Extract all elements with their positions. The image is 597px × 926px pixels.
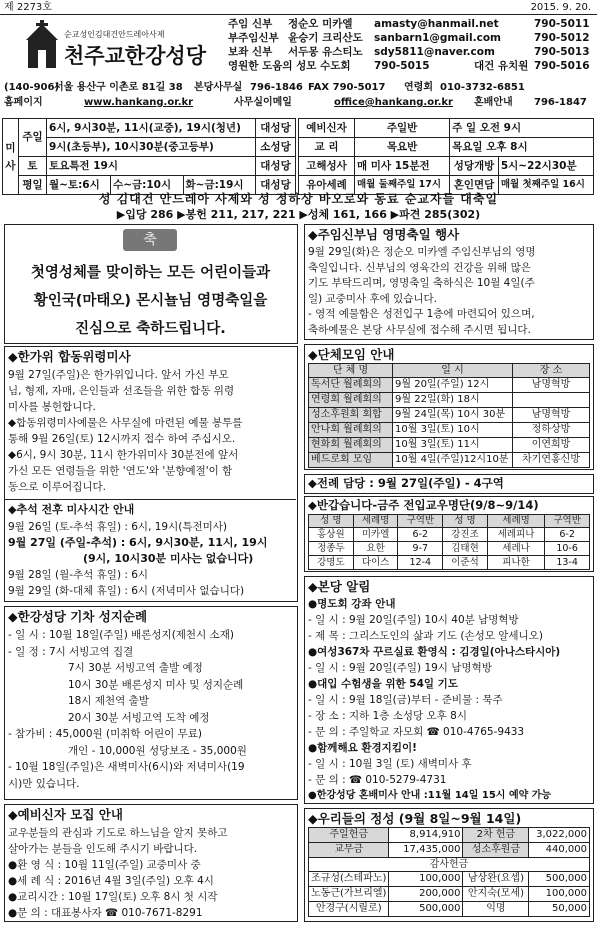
mass-place: 대성당 (256, 176, 296, 195)
body-line: 개인 - 10,000원 성당보조 - 35,000원 (68, 744, 247, 757)
homepage-label: 홈페이지 (4, 97, 43, 108)
donor-amount: 500,000 (389, 902, 463, 917)
cell: 이준석 (443, 556, 488, 570)
cell: 10-6 (545, 542, 590, 556)
group-name: 성소후원회 회합 (309, 408, 393, 423)
offering-label: 주일헌금 (309, 828, 389, 843)
body-line: 9월 27일(주일)은 한가위입니다. 앞서 가신 부모 (8, 369, 229, 381)
table-header: 성 명 (443, 515, 488, 528)
offering-label: 2차 헌금 (463, 828, 529, 843)
sacrament-class: 목요반 (355, 138, 450, 157)
section-title: ◆한가위 합동위령미사 (8, 349, 131, 364)
section-title: ◆주임신부님 영명축일 행사 (308, 227, 460, 242)
mass-side-label (3, 119, 19, 195)
yeonhap-label: 연령회 (404, 82, 433, 93)
section-title: ◆단체모임 안내 (308, 347, 395, 362)
body-line: 기도 부탁드리며, 영명축일 축하식은 10월 4일(주 (308, 277, 535, 289)
contact-name: 서두몽 유스티노 (288, 46, 363, 58)
liturgy-box (304, 474, 594, 494)
table-row (309, 378, 590, 393)
group-place: 남명혁방 (513, 408, 590, 423)
group-place: 이연희방 (513, 438, 590, 453)
mass-time: 화~금:19시 (183, 176, 256, 195)
sacrament-label: 고해성사 (299, 157, 355, 176)
table-header: 단 체 명 (309, 364, 393, 378)
contact-row (228, 32, 593, 46)
congrats-line: 첫영성체를 맞이하는 모든 어린이들과 (30, 265, 271, 281)
offering-amount: 8,914,910 (389, 828, 463, 843)
table-row (309, 528, 590, 542)
body-line: - 문 의 : ☎ 010-5279-4731 (308, 774, 447, 786)
donor-amount: 100,000 (389, 872, 463, 887)
table-row (309, 887, 590, 902)
contact-email[interactable]: sanbarn1@gmail.com (374, 32, 501, 44)
contact-email[interactable]: amasty@hanmail.net (374, 18, 499, 30)
contact-row (228, 46, 593, 60)
notice-heading: ●대입 수험생을 위한 54일 기도 (308, 678, 458, 690)
office-email-link[interactable]: office@hankang.or.kr (334, 97, 453, 108)
homepage-link[interactable]: www.hankang.or.kr (84, 97, 194, 108)
section-title: ◆반갑습니다-금주 전입교우명단(9/8~9/14) (308, 498, 539, 512)
body-line: - 참가비 : 45,000원 (미취학 어린이 무료) (8, 728, 203, 740)
sacrament-time: 주 일 오전 9시 (450, 119, 594, 138)
body-line: - 일 시 : 9월 20일(주일) 10시 40분 남명혁방 (308, 614, 519, 626)
mass-place: 대성당 (256, 157, 296, 176)
group-time: 10월 4일(주일)12시10분 (393, 453, 513, 468)
body-line: 통해 9월 26일(토) 12시까지 접수 하여 주십시오. (8, 433, 236, 445)
table-header: 장 소 (513, 364, 590, 378)
feast-banner-title: 성 김대건 안드레아 사제와 성 정하상 바오로와 동료 순교자들 대축일 (98, 192, 499, 206)
table-header: 일 시 (393, 364, 513, 378)
hymn-numbers: ▶입당 286 ▶봉헌 211, 217, 221 ▶성체 161, 166 ▶파견 285(302) (116, 208, 481, 221)
body-line: 9월 28일 (월-추석 휴일) : 6시 (8, 569, 149, 581)
offering-amount: 440,000 (529, 843, 590, 858)
notice-box (304, 576, 594, 804)
body-line: - 문 의 : 주일학교 자모회 ☎ 010-4765-9433 (308, 726, 525, 738)
kindergarten-label: 대건 유치원 (474, 60, 529, 72)
issue-date: 2015. 9. 20. (530, 2, 591, 13)
feast-body (308, 245, 536, 338)
body-line: 7시 30분 서빙고역 출발 예정 (68, 662, 203, 674)
logo-subtitle: 순교성인김대건안드레아사제 (64, 30, 165, 39)
donor-amount: 50,000 (529, 902, 590, 917)
table-header: 구역반 (398, 515, 443, 528)
body-line: 10시 30분 배론성지 미사 및 성지순례 (68, 678, 244, 691)
street-address: 서울 용산구 이촌로 81길 38 (54, 82, 183, 93)
contact-name: 윤승기 크리산도 (288, 32, 363, 44)
donor-name: 노동근(가브리엘) (309, 887, 389, 902)
mass-place: 대성당 (256, 119, 296, 138)
thanks-offering-header: 감사헌금 (309, 858, 590, 872)
contact-email[interactable]: sdy5811@naver.com (374, 46, 495, 58)
body-line: ◆합동위령미사예물은 사무실에 마련된 예물 봉투를 (8, 417, 243, 429)
side-char: 미 (5, 141, 16, 154)
hangawi-body (8, 367, 242, 495)
catechumen-body (8, 825, 228, 921)
sacrament-time: 목요일 오후 8시 (450, 138, 594, 157)
sacrament-table (298, 118, 594, 195)
mass-time: 토요특전 19시 (47, 157, 256, 176)
body-line: 미사를 봉헌합니다. (8, 401, 96, 413)
body-line: - 장 소 : 지하 1층 소성당 오후 8시 (308, 710, 467, 722)
group-place: 남명혁방 (513, 378, 590, 393)
cell: 12-4 (398, 556, 443, 570)
table-row (309, 556, 590, 570)
section-subtitle: ◆추석 전후 미사시간 안내 (8, 503, 135, 516)
liturgy-duty: ◆전례 담당 : 9월 27일(주일) - 4구역 (308, 476, 504, 490)
donor-amount: 500,000 (529, 872, 590, 887)
wedding-label: 혼배안내 (474, 97, 513, 108)
body-line: - 영적 예물함은 성전입구 1층에 마련되어 있으며, (308, 308, 535, 320)
body-line: 20시 30분 서빙고역 도착 예정 (68, 711, 210, 724)
catechumen-box (4, 804, 298, 922)
notice-heading: ●명도회 강좌 안내 (308, 598, 396, 610)
donor-name: 남상완(요셉) (463, 872, 529, 887)
table-row (309, 902, 590, 917)
contact-role: 주임 신부 (228, 18, 273, 30)
clergy-contacts (228, 18, 593, 74)
body-line: 축하예물은 본당 사무실에 접수해 주시면 됩니다. (308, 323, 531, 336)
group-time: 9월 22일(화) 18시 (393, 393, 513, 408)
body-line: ●세 례 식 : 2016년 4월 3일(주일) 오후 4시 (8, 875, 214, 887)
group-name: 현화회 월례회의 (309, 438, 393, 453)
cell: 피나한 (487, 556, 544, 570)
mass-time: 6시, 9시30분, 11시(교중), 19시(청년) (47, 119, 256, 138)
notice-heading: ●여성367차 꾸르실료 환영식 : 김경일(아나스타시아) (308, 646, 561, 658)
body-line: ●교리시간 : 10월 17일(토) 오후 8시 첫 시작 (8, 891, 218, 903)
table-row (309, 542, 590, 556)
mass-day: 토 (19, 157, 47, 176)
zip-code: (140-906) (4, 82, 60, 93)
body-line: 9월 29일(화)은 정순오 미카엘 주임신부님의 영명 (308, 246, 536, 258)
table-row (309, 453, 590, 468)
contact-row (228, 18, 593, 32)
body-line: 교우분들의 관심과 기도로 하느님을 알지 못하고 (8, 827, 228, 839)
group-name: 독서단 월례회의 (309, 378, 393, 393)
body-line: 가신 모든 연령들을 위한 '연도'와 '분향예절'이 함 (8, 465, 233, 477)
body-line: 9월 26일 (토-추석 휴일) : 6시, 19시(특전미사) (8, 521, 228, 533)
mass-times (8, 519, 267, 599)
cell: 다이스 (353, 556, 398, 570)
section-title: ◆한강성당 기차 성지순례 (8, 609, 148, 624)
feast-day-box (304, 224, 594, 340)
cell: 세레피나 (487, 528, 544, 542)
sacrament-label: 예비신자 (299, 119, 355, 138)
body-line: 님, 형제, 자매, 은인들과 선조들을 위한 합동 위령 (8, 385, 235, 397)
cell: 김태현 (443, 542, 488, 556)
contact-phone: 790-5013 (534, 46, 590, 58)
cell: 13-4 (545, 556, 590, 570)
divider (5, 499, 296, 500)
logo-church-name: 천주교한강성당 (64, 43, 207, 68)
groups-box (304, 344, 594, 470)
table-header: 구역반 (545, 515, 590, 528)
header-divider (0, 14, 597, 15)
offering-label: 교무금 (309, 843, 389, 858)
table-row (309, 872, 590, 887)
cell: 6-2 (398, 528, 443, 542)
group-time: 10월 3일(토) 11시 (393, 438, 513, 453)
group-place: 정하상방 (513, 423, 590, 438)
sacrament-time: 매월 둘째주일 17시 (355, 176, 450, 195)
mass-time: 수~금:10시 (111, 176, 183, 195)
group-time: 10월 3일(토) 10시 (393, 423, 513, 438)
group-time: 9월 24일(목) 10시 30분 (393, 408, 513, 423)
cell: 정종두 (309, 542, 354, 556)
body-line: - 일 시 : 9월 18일(금)부터 - 준비물 : 묵주 (308, 694, 503, 706)
body-line: 축일입니다. 신부님의 영육간의 건강을 위해 많은 (308, 261, 531, 274)
office-email-label: 사무실이메일 (234, 97, 292, 108)
donor-name: 익명 (463, 902, 529, 917)
body-line: - 일 시 : 10월 3일 (토) 새벽미사 후 (308, 758, 472, 770)
body-line: 시)만 있습니다. (8, 777, 80, 790)
yeonhap-phone: 010-3732-6851 (440, 82, 525, 93)
body-line: - 일 시 : 9월 20일(주일) 19시 남명혁방 (308, 662, 492, 674)
mass-day: 주일 (19, 119, 47, 157)
body-line: 일) 교중미사 후에 있습니다. (308, 292, 438, 305)
convent-label: 영원한 도움의 성모 수도회 (228, 60, 351, 72)
offering-label: 성소후원금 (463, 843, 529, 858)
table-row (309, 828, 590, 843)
welcome-table (308, 514, 590, 570)
sacrament-label: 혼인면담 (450, 176, 499, 195)
body-line: - 제 목 : 그리스도인의 삶과 기도 (손성모 알세니오) (308, 630, 543, 642)
offering-table (308, 827, 590, 917)
convent-row (228, 60, 593, 74)
contact-phone: 790-5012 (534, 32, 590, 44)
sacrament-time: 매월 첫째주일 16시 (498, 176, 593, 195)
donor-name: 안지숙(모세) (463, 887, 529, 902)
side-char: 사 (5, 159, 16, 172)
congrats-line: 황인국(마태오) 몬시뇰님 영명축일을 (33, 293, 268, 309)
donor-amount: 100,000 (529, 887, 590, 902)
contact-role: 부주임신부 (228, 32, 279, 44)
sacrament-label: 교 리 (299, 138, 355, 157)
pilgrimage-body (8, 627, 247, 792)
sacrament-time: 5시~22시30분 (498, 157, 593, 176)
mass-schedule-table (2, 118, 296, 195)
body-line: (9시, 10시30분 미사는 없습니다) (83, 552, 254, 565)
body-line: ●환 영 식 : 10월 11일(주일) 교중미사 중 (8, 859, 201, 871)
table-header: 세례명 (353, 515, 398, 528)
congrats-badge: 축 (123, 229, 177, 251)
table-header: 성 명 (309, 515, 354, 528)
sacrament-time: 매 미사 15분전 (355, 157, 450, 176)
address-row (4, 82, 594, 94)
mass-day: 평일 (19, 176, 47, 195)
donor-name: 안경구(시릴로) (309, 902, 389, 917)
wedding-phone: 796-1847 (534, 97, 587, 108)
group-name: 베드로회 모임 (309, 453, 393, 468)
section-title: ◆본당 알림 (308, 579, 371, 594)
table-row (309, 423, 590, 438)
contact-phone: 790-5011 (534, 18, 590, 30)
cell: 강명도 (309, 556, 354, 570)
body-line: - 일 시 : 10월 18일(주일) 배론성지(제천시 소재) (8, 629, 234, 641)
group-name: 안나회 월례회의 (309, 423, 393, 438)
convent-phone: 790-5015 (374, 60, 430, 72)
group-place (513, 393, 590, 408)
table-row (309, 408, 590, 423)
groups-table (308, 363, 590, 468)
mass-time: 9시(초등부), 10시30분(중고등부) (47, 138, 256, 157)
mass-place: 소성당 (256, 138, 296, 157)
pilgrimage-box (4, 606, 298, 800)
hangawi-box (4, 346, 298, 602)
body-line: 동으로 이루어집니다. (8, 481, 106, 493)
offering-box (304, 808, 594, 922)
sacrament-label: 유아세례 (299, 176, 355, 195)
offering-amount: 3,022,000 (529, 828, 590, 843)
body-line: 9월 27일 (주일-추석) : 6시, 9시30분, 11시, 19시 (8, 536, 268, 549)
mass-time: 월~토:6시 (47, 176, 111, 195)
donor-name: 조규성(스테파노) (309, 872, 389, 887)
cell: 6-2 (545, 528, 590, 542)
fax-number: FAX 790-5017 (308, 82, 386, 93)
body-line: 9월 29일 (화-대체 휴일) : 6시 (저녁미사 없습니다) (8, 585, 245, 597)
cell: 요한 (353, 542, 398, 556)
offering-amount: 17,435,000 (389, 843, 463, 858)
body-line: ◆6시, 9시 30분, 11시 한가위미사 30분전에 앞서 (8, 449, 239, 461)
contact-name: 정순오 미카엘 (288, 18, 353, 30)
body-line: 살아가는 분들을 인도해 주시기 바랍니다. (8, 843, 198, 855)
section-title: ◆예비신자 모집 안내 (8, 807, 123, 822)
body-line: - 일 정 : 7시 서빙고역 집결 (8, 645, 134, 658)
sacrament-class: 주일반 (355, 119, 450, 138)
welcome-box (304, 496, 594, 572)
issue-number: 제 2273호 (4, 2, 52, 13)
office-phone: 796-1846 (250, 82, 303, 93)
body-line: ●문 의 : 대표봉사자 ☎ 010-7671-8291 (8, 907, 203, 919)
cell: 강진조 (443, 528, 488, 542)
table-row (309, 393, 590, 408)
cell: 홍상원 (309, 528, 354, 542)
group-place: 차기연홍신방 (513, 453, 590, 468)
kindergarten-phone: 790-5016 (534, 60, 590, 72)
table-row (309, 438, 590, 453)
section-title: ◆우리들의 정성 (9월 8일~9월 14일) (308, 811, 522, 826)
table-row (309, 843, 590, 858)
group-name: 연령회 월례회의 (309, 393, 393, 408)
congrats-box (4, 224, 298, 344)
sacrament-label: 성당개방 (450, 157, 499, 176)
notice-heading: ●함께해요 환경지킴이! (308, 742, 417, 754)
donor-amount: 200,000 (389, 887, 463, 902)
cell: 세레나 (487, 542, 544, 556)
table-header: 세례명 (487, 515, 544, 528)
office-label: 본당사무실 (194, 82, 243, 93)
web-row (4, 97, 594, 109)
cell: 미카엘 (353, 528, 398, 542)
notice-heading: ●한강성당 혼배미사 안내 :11월 14일 15시 예약 가능 (308, 790, 552, 801)
notice-body (308, 596, 560, 804)
body-line: 18시 제천역 출발 (68, 695, 149, 707)
cell: 9-7 (398, 542, 443, 556)
body-line: - 10월 18일(주일)은 새벽미사(6시)와 저녁미사(19 (8, 761, 245, 773)
group-time: 9월 20일(주일) 12시 (393, 378, 513, 393)
contact-role: 보좌 신부 (228, 46, 273, 58)
congrats-line: 진심으로 축하드립니다. (75, 321, 226, 337)
church-logo-icon (22, 20, 62, 68)
